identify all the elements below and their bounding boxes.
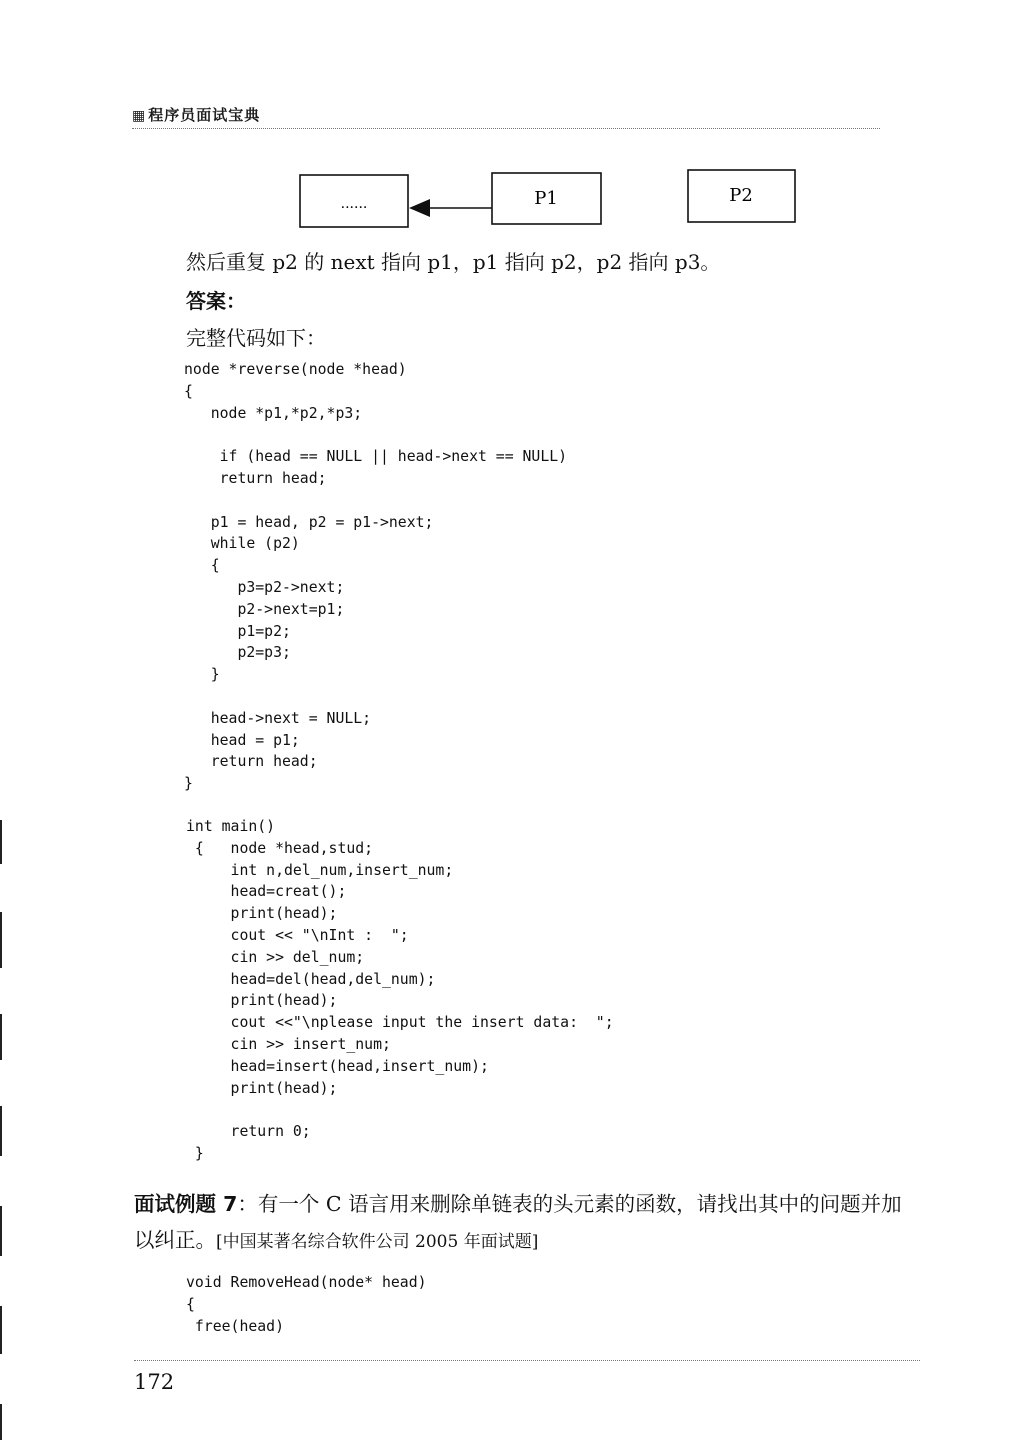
lead-paragraph: 然后重复 p2 的 next 指向 p1，p1 指向 p2，p2 指向 p3。 bbox=[186, 250, 721, 274]
pointer-arrowhead bbox=[409, 199, 430, 217]
scan-edge-mark bbox=[0, 820, 2, 864]
code-intro-text: 完整代码如下： bbox=[186, 326, 326, 350]
p1-label: P1 bbox=[534, 188, 558, 209]
ellipsis-label: ...... bbox=[340, 196, 368, 212]
scan-edge-mark bbox=[0, 1306, 2, 1354]
footer-rule bbox=[134, 1360, 920, 1361]
problem-source: [中国某著名综合软件公司 2005 年面试题] bbox=[216, 1232, 539, 1252]
p2-label: P2 bbox=[729, 185, 753, 206]
linked-list-diagram bbox=[0, 0, 1018, 240]
page-number: 172 bbox=[134, 1370, 175, 1394]
code-block-main: int main() { node *head,stud; int n,del_num,insert_num; head=creat(); print(head); cout << "\nInt : "; cin >> del_num; head=del(head,del_num); print(head); cout <<"\nplease input the insert data: "; cin >> insert_num; head=insert(head,insert_num); print(head); return 0; } bbox=[186, 818, 614, 1162]
problem-title: 面试例题 7 bbox=[134, 1192, 238, 1216]
interview-problem bbox=[134, 1186, 922, 1260]
scan-edge-mark bbox=[0, 912, 2, 968]
answer-heading: 答案： bbox=[186, 289, 246, 313]
book-title: 程序员面试宝典 bbox=[148, 106, 261, 124]
scan-edge-mark bbox=[0, 1206, 2, 1256]
problem-text: ：有一个 C 语言用来删除单链表的头元素的函数，请找出其中的问题并加以纠正。 bbox=[134, 1192, 902, 1252]
scan-edge-mark bbox=[0, 1106, 2, 1156]
scan-edge-mark bbox=[0, 1404, 2, 1440]
code-block-reverse: node *reverse(node *head) { node *p1,*p2,*p3; if (head == NULL || head->next == NULL) return head; p1 = head, p2 = p1->next; while (p2) { p3=p2->next; p2->next=p1; p1=p2; p2=p3; } head->next = NULL; head = p1; return head; } bbox=[184, 361, 568, 793]
code-block-remove-head: void RemoveHead(node* head) { free(head) bbox=[186, 1274, 427, 1335]
book-icon: ▦ bbox=[132, 108, 147, 124]
scan-edge-mark bbox=[0, 1014, 2, 1060]
